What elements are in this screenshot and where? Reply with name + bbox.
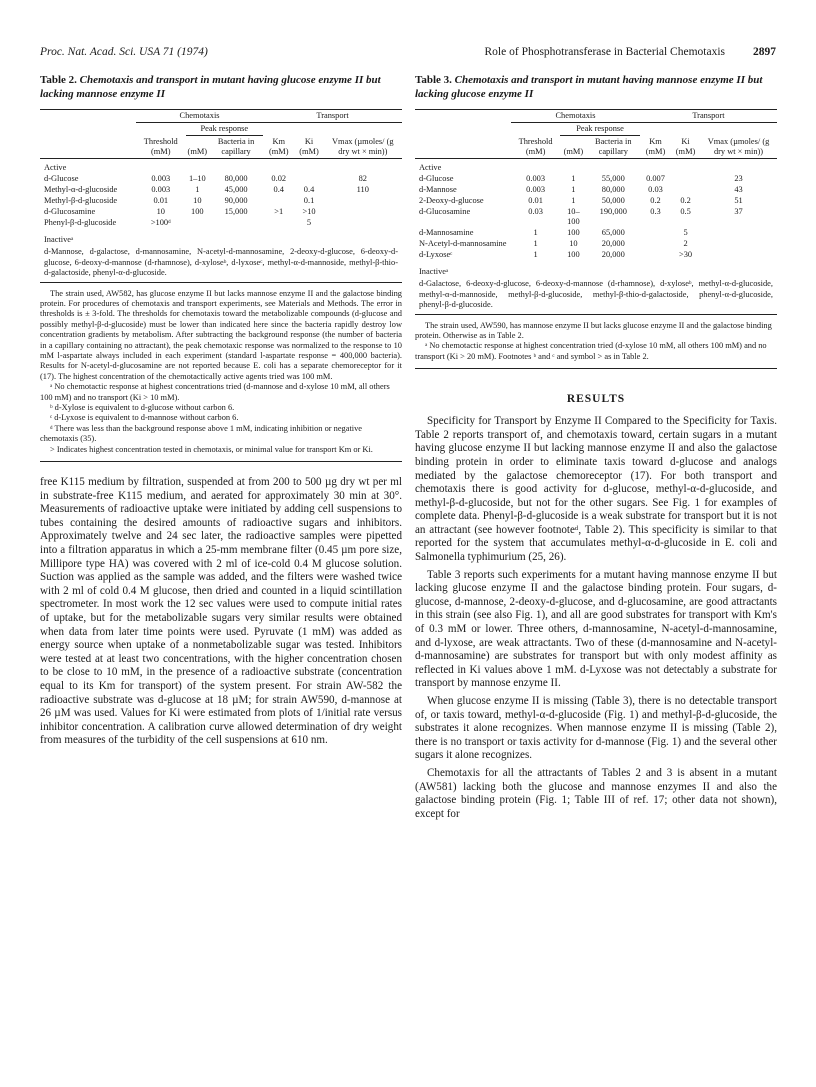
t2-cell-vmax: 110 xyxy=(356,185,369,194)
t3-cell-name: 2-Deoxy-d-glucose xyxy=(419,196,484,205)
t2-cell-bacteria: 80,000 xyxy=(224,174,248,183)
t3-cell-vmax: 51 xyxy=(734,196,743,205)
t3-row xyxy=(415,196,777,207)
t3-row xyxy=(415,250,777,261)
t3-cell-vmax: 37 xyxy=(734,207,743,216)
t3-cell-peak-mm: 1 xyxy=(571,174,576,183)
t3-cell-bacteria: 20,000 xyxy=(601,239,625,248)
t3-cell-name: d-Mannose xyxy=(419,185,457,194)
t3-col-ki: Ki (mM) xyxy=(675,137,696,156)
t3-col-bacteria: Bacteria in capillary xyxy=(595,137,632,156)
t2-row xyxy=(40,174,402,185)
table3 xyxy=(415,109,777,261)
t3-cell-vmax: 43 xyxy=(734,185,743,194)
t2-blank xyxy=(40,110,136,123)
t3-cell-vmax: 23 xyxy=(734,174,743,183)
t3-row xyxy=(415,207,777,228)
t3-cell-vmax xyxy=(700,239,777,250)
t2-cell-threshold: 0.003 xyxy=(151,174,171,183)
table2 xyxy=(40,109,402,229)
t2-cell-ki: >10 xyxy=(302,207,316,216)
t3-col-vmax: Vmax (µmoles/ (g dry wt × min)) xyxy=(707,137,770,156)
t2-footnote: ᵃ No chemotactic response at highest concentrations tried (d-mannose and d-xylose 10 mM, all others 100 mM) and no transport (Ki > 10 mM). xyxy=(40,382,390,402)
t3-cell-ki xyxy=(671,185,700,196)
t2-cell-vmax xyxy=(324,207,402,218)
t3-cell-name: d-Glucose xyxy=(419,174,454,183)
t2-cell-peak-mm: 1 xyxy=(195,185,200,194)
t3-footnotes xyxy=(415,321,777,370)
t2-cell-bacteria xyxy=(209,218,263,229)
t2-cell-threshold: 0.003 xyxy=(151,185,171,194)
journal-citation: Proc. Nat. Acad. Sci. USA 71 (1974) xyxy=(40,46,208,58)
t2-col-vmax: Vmax (µmoles/ (g dry wt × min)) xyxy=(332,137,394,156)
t3-cell-threshold: 0.003 xyxy=(526,185,545,194)
t2-cell-ki: 5 xyxy=(306,218,312,227)
results-paragraph: When glucose enzyme II is missing (Table 3), there is no detectable transport of, or taxis toward, methyl-α-d-glucoside (Fig. 1) and methyl-β-d-glucoside, the substrates it alone recognizes. When mannose enzyme II is missing (Table 2), there is no transport or taxis activity for d-mannose (Fig. 1) and the several other sugars it alone recognizes. xyxy=(415,695,777,762)
running-title: Role of Phosphotransferase in Bacterial Chemotaxis xyxy=(484,46,725,58)
t2-row xyxy=(40,185,402,196)
t2-cell-name: Methyl-β-d-glucoside xyxy=(44,196,118,205)
t2-col-mm: (mM) xyxy=(187,147,208,156)
t3-row xyxy=(415,174,777,185)
t3-cell-name: d-Glucosamine xyxy=(419,207,471,216)
table2-label: Table 2. xyxy=(40,74,77,86)
t3-cell-threshold: 1 xyxy=(533,250,538,259)
t3-cell-peak-mm: 1 xyxy=(571,185,576,194)
t2-footnote: > Indicates highest concentration tested in chemotaxis, or minimal value for transport Km or Ki. xyxy=(50,444,373,454)
t3-cell-ki: 2 xyxy=(683,239,688,248)
t3-group-chemotaxis: Chemotaxis xyxy=(511,110,640,123)
t3-cell-km xyxy=(640,250,671,261)
t2-inactive xyxy=(40,235,402,283)
t3-cell-vmax xyxy=(700,250,777,261)
t3-cell-peak-mm: 100 xyxy=(567,250,580,259)
t2-inactive-label: Inactiveᵃ xyxy=(44,234,74,244)
t2-cell-threshold: 10 xyxy=(156,207,165,216)
t2-cell-name: d-Glucosamine xyxy=(44,207,96,216)
t3-cell-threshold: 0.03 xyxy=(528,207,543,216)
t3-cell-threshold: 0.003 xyxy=(526,174,545,183)
t2-cell-vmax xyxy=(324,196,402,207)
t2-cell-threshold: >100ᵈ xyxy=(150,218,171,227)
results-paragraph: Specificity for Transport by Enzyme II Compared to the Specificity for Taxis. Table 2 reports transport of, and chemotaxis toward, certain sugars in a mutant having glucose enzyme II but lacking mannose enzyme II and also the galactose binding protein in order to eliminate taxis toward d-glucose and analogs mediated by the galactose chemoreceptor (17). For both transport and chemotaxis there is good activity for d-glucose, methyl-α-d-glucoside, and methyl-β-d-glucoside, but not for the other sugars. See Fig. 1 for examples of complete data. Phenyl-β-d-glucoside is a weak substrate for transport but it is not an attractant (see however footnoteᵈ, Table 2). This specificity is similar to that reported for the system that accumulates methyl-α-d-glucoside in E. coli and Salmonella typhimurium (25, 26). xyxy=(415,415,777,564)
t3-inactive-label: Inactiveᵃ xyxy=(419,266,449,276)
t2-cell-bacteria: 45,000 xyxy=(224,185,248,194)
results-text xyxy=(415,415,777,821)
running-header xyxy=(485,46,776,58)
t3-cell-km xyxy=(640,228,671,239)
t3-cell-threshold: 0.01 xyxy=(528,196,543,205)
t3-row xyxy=(415,185,777,196)
right-column xyxy=(415,74,777,825)
t2-col-threshold: Threshold (mM) xyxy=(143,137,178,156)
methods-text xyxy=(40,476,402,748)
t3-cell-bacteria: 65,000 xyxy=(601,228,625,237)
t3-cell-vmax xyxy=(700,228,777,239)
t2-footnote: ᶜ d-Lyxose is equivalent to d-mannose without carbon 6. xyxy=(50,413,239,423)
t2-footnote: The strain used, AW582, has glucose enzyme II but lacks mannose enzyme II and the galactose binding protein. For procedures of chemotaxis and transport experiments, see Materials and Methods. The error in thresholds is ± 3-fold. The thresholds for chemotaxis toward the metabolizable compounds (d-glucose and possibly methyl-β-d-glucoside) must be lower than indicated here since the bacteria rapidly destroy low concentration gradients by metabolism. After subtracting the background response (the number of bacteria in a capillary containing no attractant), the peak chemotaxic response was normalized to the response to 10 mM l-aspartate always included in each experiment (standard l-aspartate response = 400,000 bacteria). Results for N-acetyl-d-glucosamine are not reported because E. coli has a separate chemoreceptor for it (17). The highest concentration of the chemotactically active agents tried was 100 mM. xyxy=(40,288,402,381)
results-paragraph: Table 3 reports such experiments for a mutant having mannose enzyme II but lacking glucose enzyme II and the galactose binding protein. Four sugars, d-glucose, d-mannose, 2-deoxy-d-glucose, and d-glucosamine, are good attractants in this strain (see also Fig. 1), and all are good substrates for transport with Km's of 0.3 mM or lower. Three others, d-mannosamine, N-acetyl-d-mannosamine, and d-lyxose, are weak attractants. Two of these (d-mannosamine and N-acetyl-d-mannosamine) are substrates for transport but with only modest affinity as reflected in Ki values above 1 mM. d-Lyxose was not detectably a substrate for transport by mannose enzyme II. xyxy=(415,568,777,690)
t3-col-mm: (mM) xyxy=(563,147,584,156)
t2-cell-peak-mm: 10 xyxy=(193,196,202,205)
t3-cell-bacteria: 20,000 xyxy=(601,250,625,259)
t2-group-chemotaxis: Chemotaxis xyxy=(136,110,263,123)
t2-footnote: ᵇ d-Xylose is equivalent to d-glucose without carbon 6. xyxy=(50,402,235,412)
t2-group-peak: Peak response xyxy=(186,123,264,136)
results-paragraph: Chemotaxis for all the attractants of Tables 2 and 3 is absent in a mutant (AW581) lacking both the glucose and mannose enzymes II and also the galactose binding protein (Fig. 1; Table III of ref. 17; other data not shown), except for xyxy=(415,766,777,820)
t3-cell-peak-mm: 10 xyxy=(569,239,578,248)
t2-active-label: Active xyxy=(44,163,67,172)
t2-col-ki: Ki (mM) xyxy=(299,137,319,156)
t3-cell-km xyxy=(640,239,671,250)
t3-cell-peak-mm: 1 xyxy=(571,196,576,205)
t2-cell-peak-mm: 100 xyxy=(191,207,204,216)
t3-row xyxy=(415,239,777,250)
methods-paragraph: free K115 medium by filtration, suspended at from 200 to 500 µg dry wt per ml in substrate-free K115 medium, and aerated for approximately 30 min at 30°. Measurements of radioactive uptake were initiated by adding cell suspensions to tubes containing the desired amounts of radioactive sugars and inhibitors. Approximately twelve and 24 sec later, the radioactive samples were pipetted into a filtration apparatus in which a 25-mm membrane filter (0.45 µm pore size, Millipore type HA) was covered with 2 ml of ice-cold 0.4 M glucose solution. Suction was applied as the sample was added, and the filters were washed twice with 2 ml of cold 0.4 M glucose, then dried and counted in a liquid scintillation spectrometer. In most work the 12 sec values were used to compute initial rates of uptake, but for the metabolizable sugars very similar results were obtained when data from later time points were used. Pyruvate (1 mM) was added as energy source when uptake of a nonmetabolizable sugar was tested. Inhibitors were tested at at least two concentrations, with the higher concentration chosen to be close to 10 mM, in the presence of a radioactive substrate (concentration equal to its Km for transport) of the system present. For strain AW-582 the radioactive substrate was d-glucose at 18 µM; for strain AW590, d-mannose at 26 µM was used. Values for Ki were estimated from plots of 1/initial rate versus inhibitor concentration. A calibration curve allowed determination of dry weight from measures of the turbidity of the cell suspensions at 610 nm. xyxy=(40,476,402,747)
t3-cell-name: N-Acetyl-d-mannosamine xyxy=(419,239,507,248)
t2-cell-vmax: 82 xyxy=(358,174,367,183)
t2-footnote: ᵈ There was less than the background response above 1 mM, indicating inhibition or negative chemotaxis (35). xyxy=(40,423,363,444)
t2-cell-ki: 0.4 xyxy=(303,185,315,194)
t2-cell-name: Methyl-α-d-glucoside xyxy=(44,185,118,194)
t2-cell-km xyxy=(263,218,294,229)
t2-cell-km: >1 xyxy=(274,207,284,216)
t2-row xyxy=(40,207,402,218)
t3-cell-km: 0.2 xyxy=(650,196,661,205)
t2-cell-km: 0.02 xyxy=(271,174,287,183)
t3-cell-peak-mm: 100 xyxy=(567,228,580,237)
t2-cell-km xyxy=(263,196,294,207)
t3-cell-bacteria: 55,000 xyxy=(601,174,625,183)
t3-active-label: Active xyxy=(419,163,442,172)
t3-group-transport: Transport xyxy=(640,110,777,123)
t2-cell-name: Phenyl-β-d-glucoside xyxy=(44,218,117,227)
t3-cell-peak-mm: 10–100 xyxy=(567,207,580,226)
t3-cell-threshold: 1 xyxy=(533,228,538,237)
t3-cell-km: 0.03 xyxy=(648,185,663,194)
t2-cell-name: d-Glucose xyxy=(44,174,79,183)
t3-row xyxy=(415,228,777,239)
t3-cell-ki: 5 xyxy=(683,228,688,237)
t2-row xyxy=(40,196,402,207)
t2-inactive-text: d-Mannose, d-galactose, d-mannosamine, N-acetyl-d-mannosamine, 2-deoxy-d-glucose, 6-deoxy-d-glucose, 6-deoxy-d-mannose (d-rhamnose), d-xyloseᵇ, d-lyxoseᶜ, methyl-α-d-mannoside, methyl-β-thio-d-galactoside, phenyl-α-d-glucoside. xyxy=(44,247,398,277)
t2-cell-bacteria: 15,000 xyxy=(224,207,248,216)
t2-col-km: Km (mM) xyxy=(268,137,289,156)
t2-cell-km: 0.4 xyxy=(273,185,284,194)
t3-cell-bacteria: 190,000 xyxy=(599,207,627,216)
table2-caption xyxy=(40,74,402,101)
t3-cell-ki: 0.2 xyxy=(680,196,691,205)
t3-cell-bacteria: 80,000 xyxy=(601,185,625,194)
t3-cell-bacteria: 50,000 xyxy=(601,196,625,205)
table3-title: Chemotaxis and transport in mutant having mannose enzyme II but lacking glucose enzyme II xyxy=(415,74,763,100)
t2-footnotes xyxy=(40,289,402,463)
t3-inactive-text: d-Galactose, 6-deoxy-d-glucose, 6-deoxy-d-mannose (d-rhamnose), d-xyloseᵇ, methyl-α-d-glucoside, methyl-α-d-mannoside, methyl-β-d-glucoside, methyl-β-thio-d-galactoside, phenyl-α-d-glucoside, phenyl-β-d-glucoside. xyxy=(419,279,773,309)
table2-title: Chemotaxis and transport in mutant having glucose enzyme II but lacking mannose enzyme II xyxy=(40,74,381,100)
t3-col-km: Km (mM) xyxy=(645,137,666,156)
table3-caption xyxy=(415,74,777,101)
t2-cell-peak-mm xyxy=(186,218,210,229)
t2-cell-peak-mm: 1–10 xyxy=(188,174,206,183)
t3-col-threshold: Threshold (mM) xyxy=(518,137,553,156)
t2-group-transport: Transport xyxy=(263,110,402,123)
t3-footnote: ᵃ No chemotactic response at highest concentration tried (d-xylose 10 mM, all others 100 mM) and no transport (Ki > 20 mM). Footnotes ᵇ and ᶜ and symbol > as in Table 2. xyxy=(415,341,767,361)
page-number: 2897 xyxy=(753,46,776,58)
t3-cell-name: d-Mannosamine xyxy=(419,228,474,237)
results-heading: RESULTS xyxy=(566,393,626,406)
t2-cell-ki: 0.1 xyxy=(303,196,315,205)
t2-col-bacteria: Bacteria in capillary xyxy=(217,137,255,156)
left-column xyxy=(40,74,402,752)
t3-cell-name: d-Lyxoseᶜ xyxy=(419,250,453,259)
t3-cell-km: 0.007 xyxy=(646,174,665,183)
t3-cell-ki xyxy=(671,174,700,185)
t2-cell-ki xyxy=(294,174,323,185)
t3-group-peak: Peak response xyxy=(560,123,640,136)
t2-cell-threshold: 0.01 xyxy=(153,196,169,205)
t3-cell-ki: >30 xyxy=(678,250,693,259)
t3-cell-km: 0.3 xyxy=(650,207,661,216)
t3-cell-threshold: 1 xyxy=(533,239,538,248)
t3-footnote: The strain used, AW590, has mannose enzyme II but lacks glucose enzyme II and the galactose binding protein. Otherwise as in Table 2. xyxy=(415,320,772,340)
table3-label: Table 3. xyxy=(415,74,452,86)
t3-cell-ki: 0.5 xyxy=(680,207,691,216)
t2-row xyxy=(40,218,402,229)
t2-cell-bacteria: 90,000 xyxy=(224,196,248,205)
t2-cell-vmax xyxy=(324,218,402,229)
t3-inactive xyxy=(415,267,777,315)
